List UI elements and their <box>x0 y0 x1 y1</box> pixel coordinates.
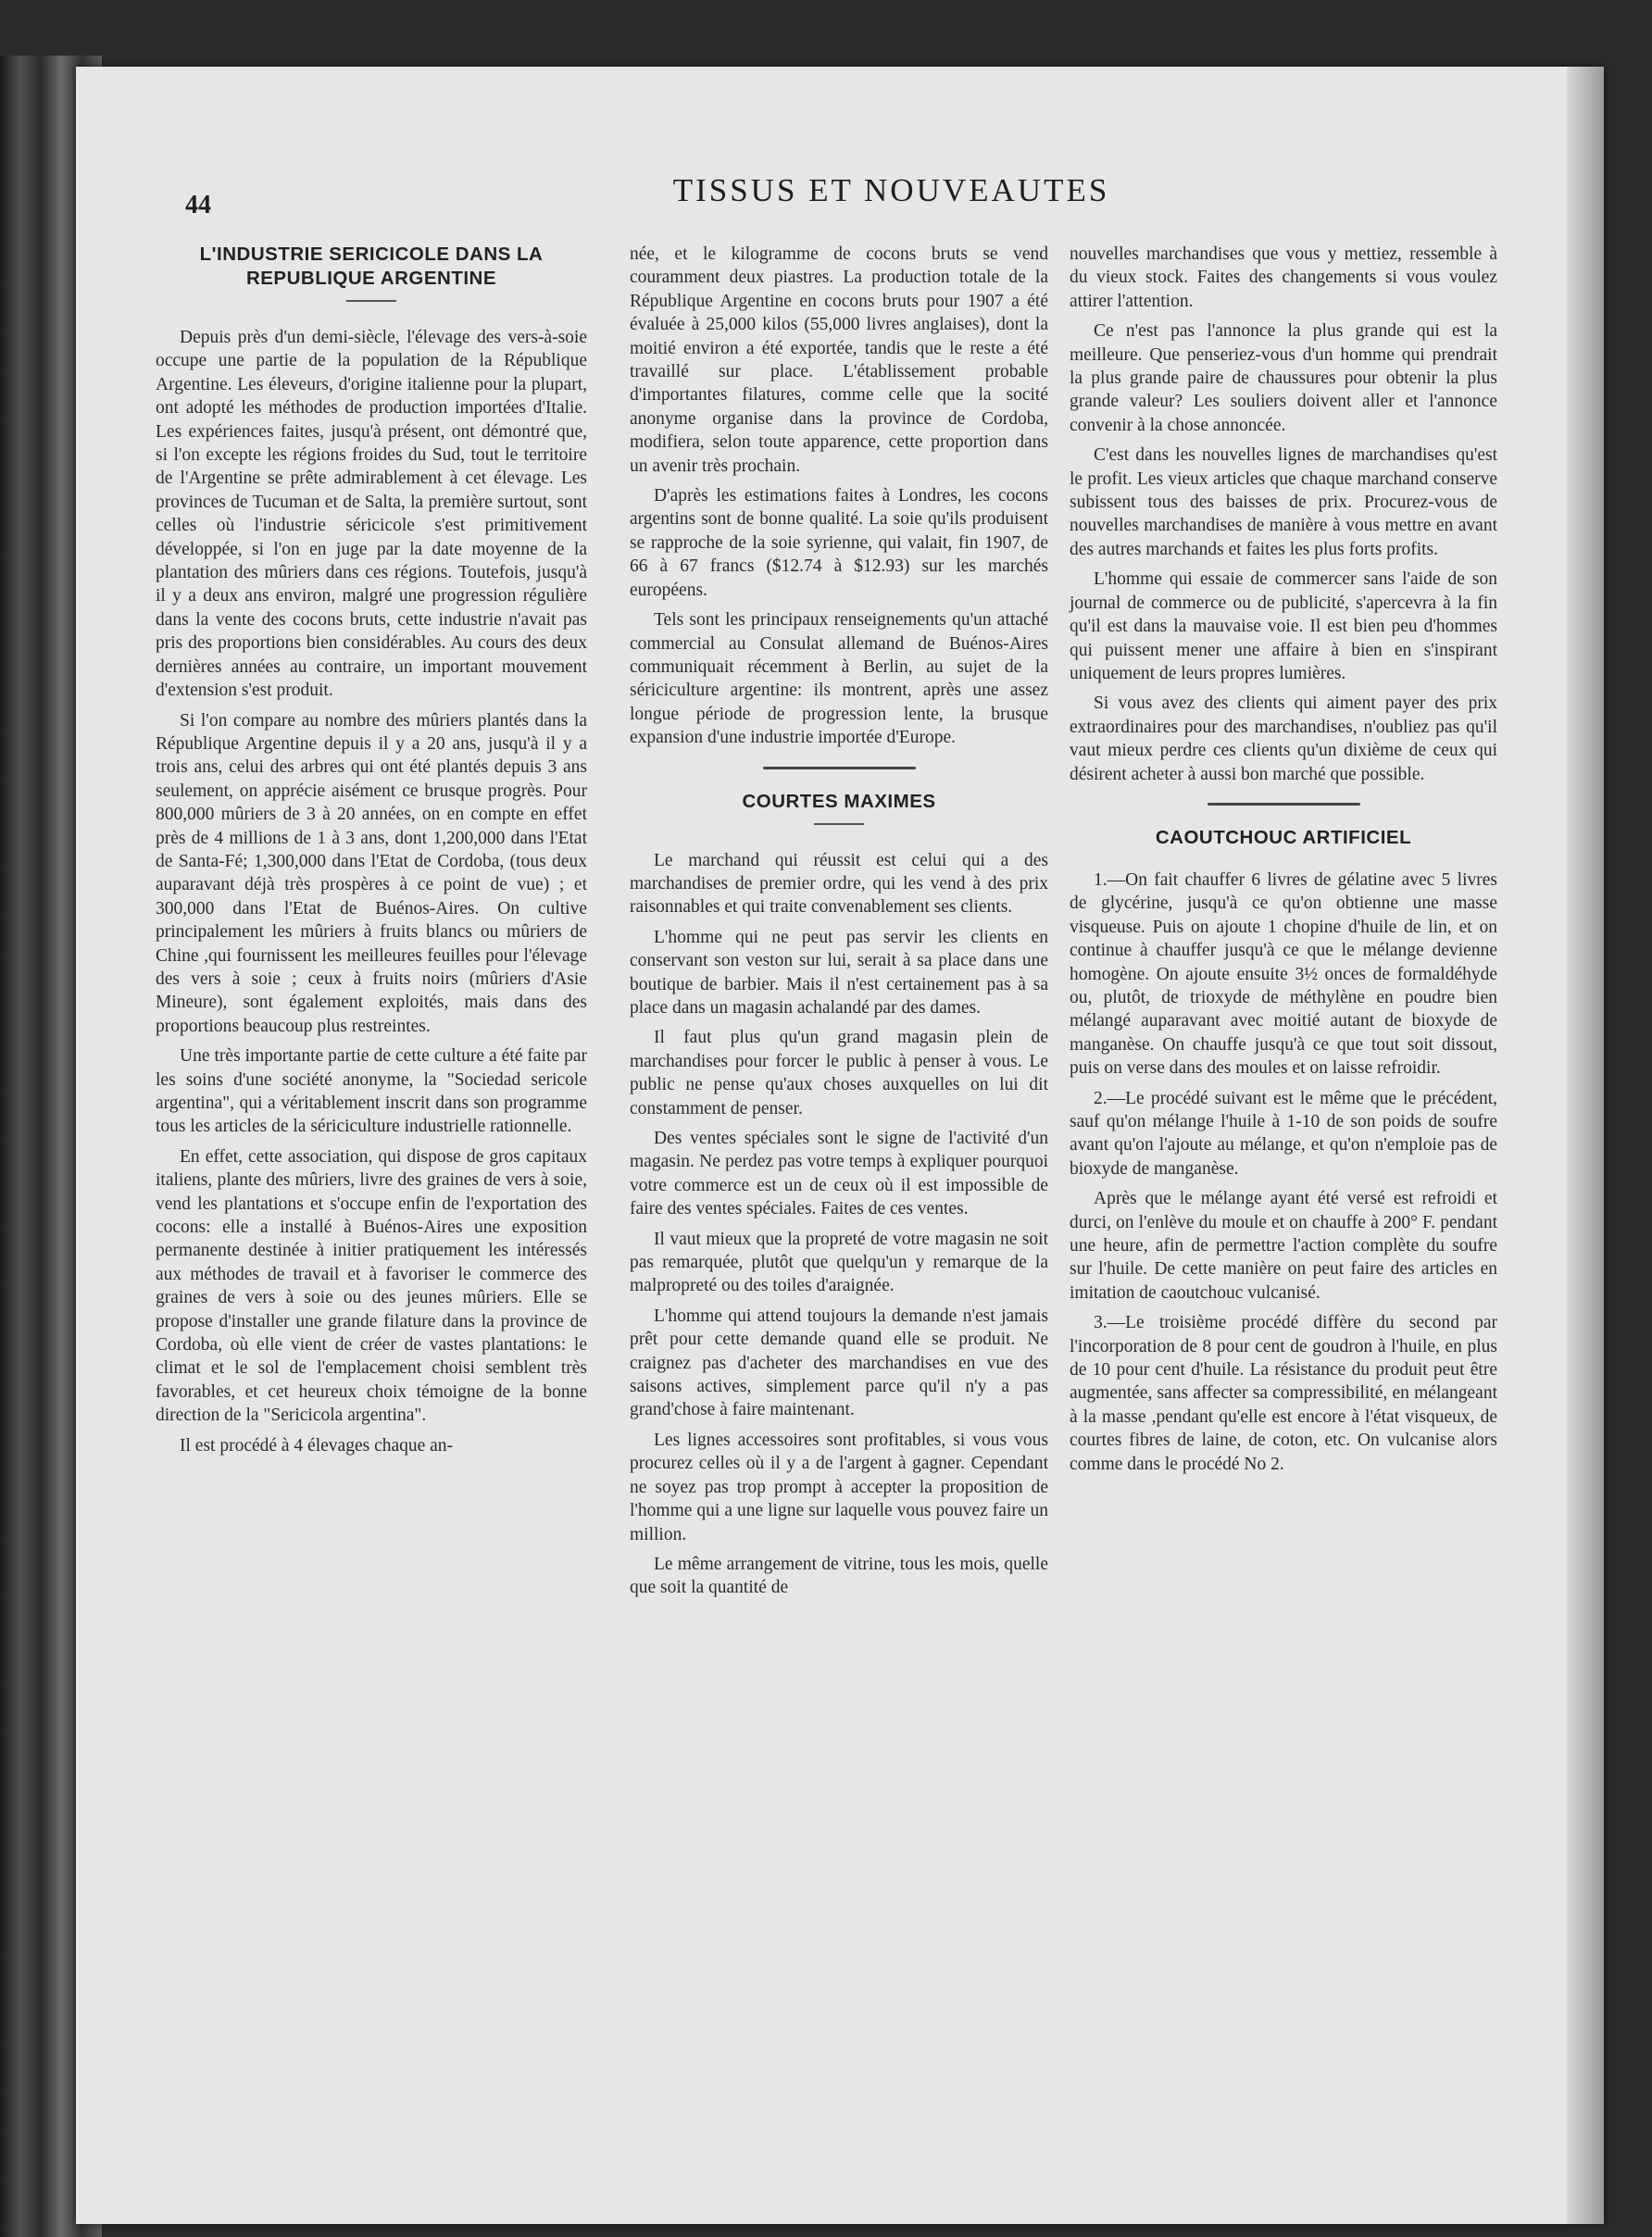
paragraph: En effet, cette association, qui dispose de gros capitaux italiens, plante des mûriers, livre des graines de vers à soie, vend les plantations et s'occupe enfin de l'exportation des cocons: elle a installé à Buénos-Aires une exposition permanente destinée à initier pratiquement les intéressés aux méthodes de travail et à favoriser le commerce des graines de vers à soie ou des jeunes mûriers. Elle se propose d'installer une grande filature dans la province de Cordoba, où elle vient de créer de vastes plantations: le climat et le sol de l'emplacement choisi semblent très favorables, et cet heureux choix témoigne de la bonne direction de la "Sericicola argentina". <box>156 1146 587 1426</box>
column-middle <box>630 243 1048 1606</box>
paragraph: L'homme qui attend toujours la demande n'est jamais prêt pour cette demande quand elle se produit. Ne craignez pas d'acheter des marchandises en vue des saisons actives, simplement parce qu'il n'y a pas grand'chose à faire maintenant. <box>630 1306 1048 1420</box>
spacer <box>1070 856 1497 869</box>
paragraph: Il vaut mieux que la propreté de votre magasin ne soit pas remarquée, plutôt que quelqu'un y remarque de la malpropreté ou des toiles d'araignée. <box>630 1229 1048 1296</box>
running-title: TISSUS ET NOUVEAUTES <box>672 172 1110 208</box>
article-title-caoutchouc: CAOUTCHOUC ARTIFICIEL <box>1155 826 1412 848</box>
section-separator <box>1208 803 1360 806</box>
paragraph: Après que le mélange ayant été versé est refroidi et durci, on l'enlève du moule et on chauffe à 200° F. pendant une heure, afin de permettre l'action complète du soufre sur l'huile. De cette manière on peut faire des articles en imitation de caoutchouc vulcanisé. <box>1070 1189 1497 1303</box>
page-number: 44 <box>185 191 211 219</box>
paragraph: L'homme qui ne peut pas servir les clients en conservant son veston sur lui, serait à sa place dans une boutique de barbier. Mais il n'est certainement pas à sa place dans un magasin achalandé par des dames. <box>630 927 1048 1018</box>
paragraph: Si l'on compare au nombre des mûriers plantés dans la République Argentine depuis il y a 20 ans, jusqu'à il y a trois ans, celui des arbres qui ont été plantés depuis 3 ans seulement, on apprécie aisément ce brusque progrès. Pour 800,000 mûriers de 3 à 20 années, on en compte en effet près de 4 millions de 1 à 3 ans, dont 1,200,000 dans l'Etat de Santa-Fé; 1,300,000 dans l'Etat de Cordoba, (tous deux auparavant déjà très prospères à ce point de vue) ; et 300,000 dans l'Etat de Buénos-Aires. On cultive principalement les mûriers à fruits blancs ou mûriers de Chine ,qui fournissent les meilleures feuilles pour l'élevage des vers à soie ; ceux à fruits noirs (mûriers d'Asie Mineure), sont également exploités, mais dans des proportions beaucoup plus restreintes. <box>156 710 587 1036</box>
paragraph: nouvelles marchandises que vous y mettiez, ressemble à du vieux stock. Faites des changements si vous voulez attirer l'attention. <box>1070 244 1497 311</box>
paragraph: Depuis près d'un demi-siècle, l'élevage des vers-à-soie occupe une partie de la population de la République Argentine. Les éleveurs, d'origine italienne pour la plupart, ont adopté les méthodes de production importées d'Italie. Les expériences faites, jusqu'à présent, ont démontré que, si l'on excepte les régions froides du Sud, tout le territoire de l'Argentine se prête admirablement à cet élevage. Les provinces de Tucuman et de Salta, la première surtout, sont celles où l'industrie séricicole s'est primitivement développée, si l'on en juge par la date moyenne de la plantation des mûriers dans ces régions. Toutefois, jusqu'à il y a deux ans environ, malgré une progression régulière dans la vente des cocons bruts, cette industrie n'avait pas pris des proportions bien considérables. Au cours des deux dernières années au contraire, un important mouvement d'extension s'est produit. <box>156 328 587 701</box>
paragraph: née, et le kilogramme de cocons bruts se vend couramment deux piastres. La production totale de la République Argentine en cocons bruts pour 1907 a été évaluée à 25,000 kilos (55,000 livres anglaises), dont la moitié environ a été exportée, tandis que le reste a été travaillé sur place. L'établissement probable d'importantes filatures, comme celle que la socité anonyme organise dans la province de Cordoba, modifiera, selon toute apparence, cette proportion dans un avenir très prochain. <box>630 244 1048 476</box>
paragraph: Une très importante partie de cette culture a été faite par les soins d'une société anonyme, la "Sociedad sericole argentina", qui a véritablement inscrit dans son programme tous les articles de la sériciculture industrielle rationnelle. <box>156 1046 587 1137</box>
paragraph: Si vous avez des clients qui aiment payer des prix extraordinaires pour des marchandises, n'oubliez pas qu'il vaut mieux perdre ces clients qu'un dixième de ceux qui désirent acheter à aussi bon marché que possible. <box>1070 694 1497 784</box>
column-right <box>1070 243 1497 1482</box>
page-edge-shadow <box>1567 67 1604 2224</box>
title-rule <box>346 300 396 302</box>
paragraph: Le marchand qui réussit est celui qui a des marchandises de premier ordre, qui les vend à des prix raisonnables et qui traite convenablement ses clients. <box>630 850 1048 918</box>
article-title-maximes: COURTES MAXIMES <box>742 790 936 812</box>
page-header <box>139 130 1509 219</box>
paragraph: Ce n'est pas l'annonce la plus grande qui est la meilleure. Que penseriez-vous d'un homme qui prendrait la plus grande paire de chaussures pour obtenir la plus grande valeur? Les souliers doivent aller et l'annonce convenir à la chose annoncée. <box>1070 321 1497 435</box>
title-rule <box>814 823 864 825</box>
title-line: REPUBLIQUE ARGENTINE <box>245 268 497 289</box>
paragraph: D'après les estimations faites à Londres, les cocons argentins sont de bonne qualité. La soie qu'ils produisent se rapproche de la soie syrienne, qui valait, fin 1907, de 66 à 67 francs ($12.74 à $12.93) sur les marchés européens. <box>630 486 1048 600</box>
paragraph: Les lignes accessoires sont profitables, si vous vous procurez celles où il y a de l'argent à gagner. Cependant ne soyez pas trop prompt à accepter la proposition de l'homme qui a une ligne sur laquelle vous pouvez faire un million. <box>630 1430 1048 1544</box>
paragraph: 2.—Le procédé suivant est le même que le précédent, sauf qu'on mélange l'huile à 1-10 de son poids de soufre avant qu'on l'ajoute au mélange, et qu'on n'emploie pas de bioxyde de manganèse. <box>1070 1088 1497 1179</box>
title-line: L'INDUSTRIE SERICICOLE DANS LA <box>199 244 544 265</box>
column-left <box>156 243 587 1464</box>
paragraph: 3.—Le troisième procédé diffère du second par l'incorporation de 8 pour cent de goudron à l'huile, en plus de 10 pour cent d'huile. La résistance du produit peut être augmentée, sans affecter sa compressibilité, en mélangeant à la masse ,pendant qu'elle est encore à l'état visqueux, de courtes fibres de laine, de coton, etc. On vulcanise alors comme dans le procédé No 2. <box>1070 1313 1497 1474</box>
paragraph: Il est procédé à 4 élevages chaque an- <box>180 1435 454 1456</box>
section-separator <box>763 767 916 769</box>
paragraph: Tels sont les principaux renseignements qu'un attaché commercial au Consulat allemand de Buénos-Aires communiquait récemment à Berlin, au sujet de la sériciculture argentine: ils montrent, après une assez longue période de progression lente, la brusque expansion d'une industrie importée d'Europe. <box>630 610 1048 748</box>
paragraph: Il faut plus qu'un grand magasin plein de marchandises pour forcer le public à penser à vous. Le public ne pense qu'aux choses auxquelles on lui dit constamment de penser. <box>630 1028 1048 1118</box>
paragraph: Le même arrangement de vitrine, tous les mois, quelle que soit la quantité de <box>630 1554 1048 1598</box>
paragraph: 1.—On fait chauffer 6 livres de gélatine avec 5 livres de glycérine, jusqu'à ce qu'on obtienne une masse visqueuse. Puis on ajoute 1 chopine d'huile de lin, et on continue à chauffer jusqu'à ce que le mélange devienne homogène. On ajoute ensuite 3½ onces de formaldéhyde ou, plutôt, de trioxyde de méthylène en poudre bien mélangé auparavant avec moitié autant de bioxyde de manganèse. On chauffe jusqu'à ce que tout soit dissout, puis on verse dans des moules et on laisse refroidir. <box>1070 869 1497 1079</box>
paragraph: C'est dans les nouvelles lignes de marchandises qu'est le profit. Les vieux articles que chaque marchand conserve subissent tous des baisses de prix. Procurez-vous de nouvelles marchandises de manière à vous mettre en avant des autres marchands et faites les plus forts profits. <box>1070 445 1497 559</box>
article-title-sericicole <box>156 243 587 291</box>
paragraph: L'homme qui essaie de commercer sans l'aide de son journal de commerce ou de publicité, s'apercevra à la fin qu'il est dans la mauvaise voie. Il est bien peu d'hommes qui puissent mener une affaire à bien en s'inspirant uniquement de leurs propres lumières. <box>1070 569 1497 683</box>
paragraph: Des ventes spéciales sont le signe de l'activité d'un magasin. Ne perdez pas votre temps à expliquer pourquoi votre commerce est un de ceux où il est impossible de faire des ventes spéciales. Faites de ces ventes. <box>630 1129 1048 1219</box>
